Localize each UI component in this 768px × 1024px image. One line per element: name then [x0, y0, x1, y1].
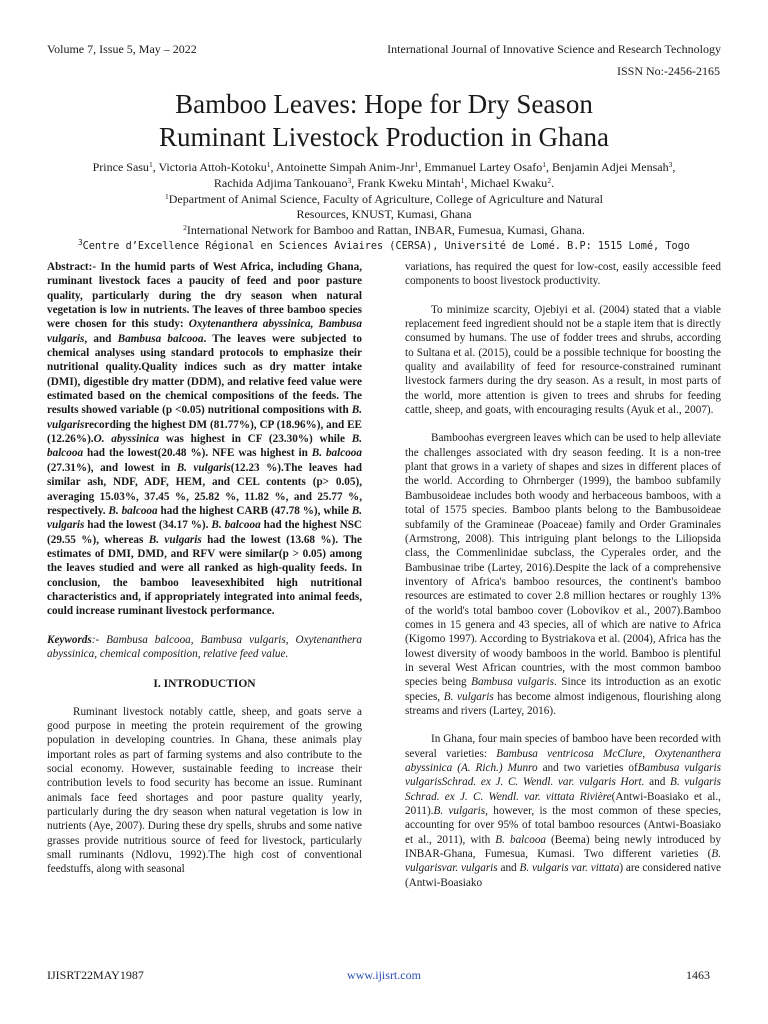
intro-paragraph-1: Ruminant livestock notably cattle, sheep, and goats serve a good purpose in meeting the protein requirement of the growing population in developing countries. In Ghana, these animals play important roles as part of farming systems and also contribute to the social economy. However, sustainable feeding to increase their contribution levels to food security has become an issue. Ruminant animals face feed shortages and poor pasture quality yearly, particularly during the dry season when natural vegetation is low in nutrients (Aye, 2007). During these dry spells, shrubs and some native grasses provide nutritious source of feed for livestock, particularly small ruminants (Ndlovu, 1992).The high cost of conventional feedstuffs, along with seasonal — [47, 705, 362, 876]
title-line-1: Bamboo Leaves: Hope for Dry Season — [175, 89, 593, 119]
right-column — [405, 260, 721, 890]
journal-url-link[interactable]: www.ijisrt.com — [347, 968, 421, 982]
author: Frank Kweku Mintah — [357, 175, 461, 190]
paper-title — [40, 88, 728, 154]
author: Prince Sasu — [92, 160, 149, 174]
keywords: Keywords:- Bambusa balcooa, Bambusa vulgaris, Oxytenanthera abyssinica, chemical composition, relative feed value. — [47, 633, 362, 660]
author: Benjamin Adjei Mensah — [551, 160, 669, 174]
author: Antoinette Simpah Anim-Jnr — [275, 160, 415, 174]
affiliation-1-cont: Resources, KNUST, Kumasi, Ghana — [296, 207, 472, 222]
intro-paragraph-3: Bamboohas evergreen leaves which can be used to help alleviate the challenges associated with dry season feeding. It is a non-tree plant that grows in a variety of shapes and sizes in different places of the world. According to Ohrnberger (1999), the bamboo subfamily Bambusoideae includes both woody and herbaceous bamboos, with a total of 1575 species. Bamboo plants belong to the Bambusoideae subfamily of the Gramineae (Poaceae) family and Order Graminales (Armstrong, 2008). This intriguing plant belongs to the Liliopsida class, the Commenlinidae subclass, the Cyperales order, and the Bambusinae tribe (Lartey, 2016).Despite the lack of a comprehensive inventory of Africa's bamboo resources, the continent's bamboo resources are estimated to cover 2.8 million hectares or roughly 13% of the world's total bamboo cover (Lobovikov et al., 2007).Bamboo comes in 15 genera and 43 species, all of which are native to Africa (Kigomo 1997). According to Bystriakova et al. (2004), Africa has the lowest diversity of woody bamboos in the world. Bamboo is plentiful in several West African countries, with the most common bamboo species being Bambusa vulgaris. Since its introduction as an exotic species, B. vulgaris has become almost indigenous, flourishing along streams and rivers (Lartey, 2016). — [405, 432, 722, 717]
journal-name: International Journal of Innovative Science and Research Technology — [387, 42, 721, 56]
author: Rachida Adjima Tankouano — [213, 175, 348, 190]
journal-volume: Volume 7, Issue 5, May – 2022 — [47, 42, 197, 56]
paper-id: IJISRT22MAY1987 — [47, 968, 144, 982]
author: Emmanuel Lartey Osafo — [424, 160, 543, 174]
affiliation-1: $^1$Department of Animal Science, Faculty of Agriculture, College of Agriculture and Natural — [165, 191, 603, 206]
author-line-1: Prince Sasu$^1$, Victoria Attoh-Kotoku$^1$, Antoinette Simpah Anim-Jnr$^1$, Emmanuel Lartey Osafo$^1$, Benjamin Adjei Mensah$^3$, — [92, 160, 676, 174]
title-line-2: Ruminant Livestock Production in Ghana — [159, 122, 609, 152]
intro-paragraph-2: To minimize scarcity, Ojebiyi et al. (2004) stated that a viable replacement feed ingredient should not be a staple item that is directly consumed by humans. The use of fodder trees and shrubs, according to Sultana et al. (2015), could be a possible technique for boosting the quality and availability of feed for resource-constrained ruminant livestock farmers during the dry season. As a result, in most parts of the world, more attention is given to trees and shrubs for feeding cattle, sheep, and goats, with encouraging results (Ayuk et al., 2007). — [405, 303, 721, 417]
issn: ISSN No:-2456-2165 — [616, 64, 720, 78]
affiliation-3: $^3$Centre d’Excellence Régional en Sciences Aviaires (CERSA), Université de Lomé. B.P: 1515 Lomé, Togo — [78, 237, 690, 252]
intro-paragraph-4: In Ghana, four main species of bamboo have been recorded with several varieties: Bambusa ventricosa McClure, Oxytenanthera abyssinica (A. Rich.) Munro and two varieties ofBambusa vulgaris vulgarisSchrad. ex J. C. Wendl. var. vulgaris Hort. and B. vulgaris Schrad. ex J. C. Wendl. var. vittata Rivière(Antwi-Boasiako et al., 2011).B. vulgaris, however, is the most common of these species, accounting for over 95% of total bamboo resources (Antwi-Boasiako et al., 2011), with B. balcooa (Beema) being newly introduced by INBAR-Ghana, Fumesua, Kumasi. Two different varieties (B. vulgarisvar. vulgaris and B. vulgaris var. vittata) are considered native (Antwi-Boasiako — [405, 733, 722, 889]
section-heading-introduction: I. INTRODUCTION — [153, 678, 256, 691]
author-line-2: Rachida Adjima Tankouano$^3$, Frank Kweku Mintah$^1$, Michael Kwaku$^2$. — [213, 175, 555, 190]
page-number: 1463 — [686, 968, 710, 982]
left-column — [47, 260, 362, 877]
author: Victoria Attoh-Kotoku — [158, 160, 267, 174]
affiliation-2: $^2$International Network for Bamboo and Rattan, INBAR, Fumesua, Kumasi, Ghana. — [183, 223, 585, 238]
author-block — [40, 160, 728, 255]
abstract: Abstract:- In the humid parts of West Africa, including Ghana, ruminant livestock faces a paucity of feed and poor pasture quality, particularly during the dry season when natural vegetation is low in nutrients. The leaves of three bamboo species were chosen for this study: Oxytenanthera abyssinica, Bambusa vulgaris, and Bambusa balcooa. The leaves were subjected to chemical analyses using standard protocols to emphasize their nutritional quality.Quality indices such as dry matter intake (DMI), digestible dry matter (DDM), and relative feed value were estimated based on the chemical compositions of the feeds. The results showed variable (p <0.05) nutritional compositions with B. vulgarisrecording the highest DM (81.77%), CP (18.96%), and EE (12.26%).O. abyssinica was highest in CF (23.30%) while B. balcooa had the lowest(20.48 %). NFE was highest in B. balcooa (27.31%), and lowest in B. vulgaris(12.23 %).The leaves had similar ash, NDF, ADF, HEM, and CEL contents (p> 0.05), averaging 15.03%, 37.45 %, 25.82 %, 11.82 %, and 25.77 %, respectively. B. balcooa had the highest CARB (47.78 %), while B. vulgaris had the lowest (34.17 %). B. balcooa had the highest NSC (29.55 %), whereas B. vulgaris had the lowest (13.68 %). The estimates of DMI, DMD, and RFV were similar(p > 0.05) among the leaves studied and were all ranked as high-quality feeds. In conclusion, the bamboo leavesexhibited high nutritional characteristics and, if appropriately integrated into animal feeds, could increase ruminant livestock performance. — [47, 261, 363, 618]
author: Michael Kwaku — [470, 175, 548, 190]
intro-paragraph-1-cont: variations, has required the quest for low-cost, easily accessible feed components to boost livestock productivity. — [405, 261, 721, 288]
